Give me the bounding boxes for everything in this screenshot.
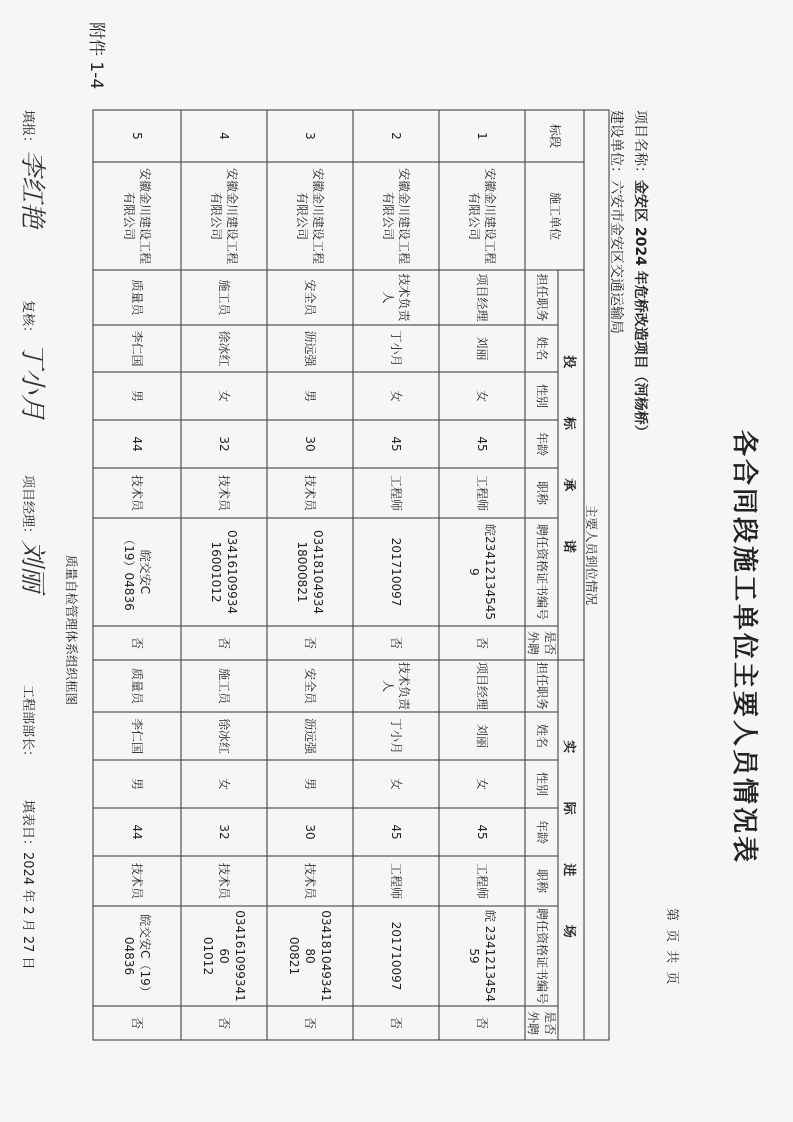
row-3-bid-name (267, 325, 353, 372)
header-bid-title: 职称 (534, 480, 549, 505)
row-3-no (267, 110, 353, 162)
row-4-bid-position (181, 270, 267, 325)
row-2-actual-position (353, 660, 439, 712)
row-4-bid-outsourced (181, 626, 267, 660)
row-3-bid-age (267, 420, 353, 468)
cell-text: 工程师 (389, 862, 404, 899)
header-bid-outsourced: 是否外聘 (526, 630, 557, 655)
cell-text: 项目经理 (475, 273, 490, 322)
cell-text: 44 (130, 824, 145, 840)
header-bid-gender: 性别 (534, 383, 549, 408)
row-1-actual-name (439, 712, 525, 760)
cell-text: 女 (217, 777, 232, 790)
row-4-actual-age (181, 808, 267, 856)
cell-text: 安全员 (303, 279, 318, 316)
row-5-bid-gender (93, 372, 181, 420)
row-3-bid-cert (267, 518, 353, 626)
cell-text: 否 (217, 636, 232, 649)
row-4-actual-outsourced (181, 1006, 267, 1040)
header-actual-cert: 聘任资格证书编号 (534, 908, 549, 1005)
cell-text: 安徽金川建设工程有限公司 (295, 167, 326, 264)
cell-text: 否 (389, 1016, 404, 1029)
cell-text: 安徽金川建设工程有限公司 (467, 167, 498, 264)
cell-text: 否 (475, 636, 490, 649)
cell-text: 工程师 (389, 474, 404, 511)
header-section: 标段 (547, 123, 562, 148)
row-2-bid-position (353, 270, 439, 325)
cell-text: 女 (217, 389, 232, 402)
row-2-bid-outsourced (353, 626, 439, 660)
cell-text: 否 (130, 1016, 145, 1029)
row-2-bid-gender (353, 372, 439, 420)
header-actual-gender: 性别 (534, 771, 549, 796)
cell-text: 皖交安C（19） 04836 (122, 914, 153, 998)
cell-text: 03416109934 16001012 (209, 530, 240, 614)
reviewer-signature: 丁小月 (17, 342, 47, 421)
filler-label: 填报： (20, 110, 35, 150)
cell-text: 男 (130, 777, 145, 790)
cell-text: 4 (217, 132, 232, 140)
row-1-actual-cert (439, 906, 525, 1006)
row-4-bid-gender (181, 372, 267, 420)
row-4-actual-gender (181, 760, 267, 808)
cell-text: 否 (389, 636, 404, 649)
row-5-actual-age (93, 808, 181, 856)
cell-text: 201710097 (389, 537, 404, 607)
row-5-bid-position (93, 270, 181, 325)
row-2-actual-name (353, 712, 439, 760)
cell-text: 201710097 (389, 921, 404, 991)
cell-text: 45 (389, 824, 404, 840)
cell-text: 李仁国 (130, 330, 145, 367)
cell-text: 技术员 (303, 474, 318, 511)
cell-text: 刘丽 (475, 723, 490, 748)
row-1-actual-gender (439, 760, 525, 808)
filler-signature: 李红艳 (17, 150, 47, 229)
reviewer-label: 复核： (20, 300, 35, 340)
header-actual-outsourced: 是否外聘 (526, 1010, 557, 1035)
cell-text: 皖交安C （19）04836 (122, 533, 153, 611)
row-4-bid-name (181, 325, 267, 372)
cell-text: 安徽金川建设工程有限公司 (122, 167, 153, 264)
cell-text: 30 (303, 436, 318, 452)
row-5-actual-gender (93, 760, 181, 808)
row-4-actual-title (181, 856, 267, 906)
cell-text: 45 (475, 436, 490, 452)
page-number-info: 第 页 共 页 (664, 908, 679, 987)
row-4-actual-position (181, 660, 267, 712)
row-3-bid-title (267, 468, 353, 518)
cell-text: 男 (303, 389, 318, 402)
header-bid-age: 年龄 (534, 431, 549, 456)
row-1-actual-title (439, 856, 525, 906)
cell-text: 李仁国 (130, 717, 145, 754)
cell-text: 女 (475, 777, 490, 790)
row-5-no (93, 110, 181, 162)
header-bid-name: 姓名 (534, 336, 549, 361)
section-title: 主要人员到位情况 (584, 505, 599, 606)
cell-text: 安全员 (303, 667, 318, 704)
row-3-contractor (267, 162, 353, 270)
row-1-bid-title (439, 468, 525, 518)
row-3-actual-gender (267, 760, 353, 808)
row-2-actual-title (353, 856, 439, 906)
cell-text: 技术负责人 (381, 662, 412, 711)
row-3-actual-name (267, 712, 353, 760)
row-2-bid-title (353, 468, 439, 518)
cell-text: 44 (130, 436, 145, 452)
cell-text: 女 (389, 777, 404, 790)
cell-text: 否 (130, 636, 145, 649)
cell-text: 否 (303, 636, 318, 649)
header-contractor: 施工单位 (547, 191, 562, 240)
project-label: 项目名称： (632, 110, 648, 180)
row-4-no (181, 110, 267, 162)
cell-text: 32 (217, 436, 232, 452)
cell-text: 5 (130, 132, 145, 140)
cell-text: 03418104934180 00821 (286, 910, 334, 1002)
header-actual-position: 担任职务 (534, 662, 549, 711)
cell-text: 沥远强 (303, 330, 318, 367)
fill-date: 填表日：2024 年 2 月 27 日 (20, 800, 35, 970)
row-1-bid-cert (439, 518, 525, 626)
cell-text: 丁小月 (389, 717, 404, 754)
row-1-bid-name (439, 325, 525, 372)
cell-text: 03418104934 18000821 (295, 530, 326, 614)
row-3-bid-outsourced (267, 626, 353, 660)
row-3-actual-outsourced (267, 1006, 353, 1040)
cell-text: 技术员 (130, 862, 145, 899)
cell-text: 丁小月 (389, 330, 404, 367)
row-1-bid-outsourced (439, 626, 525, 660)
cell-text: 男 (130, 389, 145, 402)
project-name: 金安区 2024 年危桥改造项目（河杨桥） (632, 180, 648, 439)
row-1-contractor (439, 162, 525, 270)
cell-text: 45 (475, 824, 490, 840)
header-bid-cert: 聘任资格证书编号 (534, 523, 549, 620)
cell-text: 质量员 (130, 667, 145, 704)
row-5-bid-outsourced (93, 626, 181, 660)
cell-text: 3 (303, 132, 318, 140)
cell-text: 皖23412134545 9 (467, 524, 498, 620)
header-actual-name: 姓名 (534, 723, 549, 748)
row-2-actual-age (353, 808, 439, 856)
pm-signature: 刘丽 (17, 540, 47, 593)
cell-text: 男 (303, 777, 318, 790)
row-2-actual-outsourced (353, 1006, 439, 1040)
row-5-bid-title (93, 468, 181, 518)
row-3-actual-title (267, 856, 353, 906)
row-1-bid-position (439, 270, 525, 325)
note-line: 质量自检管理体系组织框图 (64, 555, 79, 706)
row-2-bid-age (353, 420, 439, 468)
row-4-contractor (181, 162, 267, 270)
row-4-actual-cert (181, 906, 267, 1006)
row-5-actual-position (93, 660, 181, 712)
cell-text: 安徽金川建设工程有限公司 (381, 167, 412, 264)
row-1-actual-outsourced (439, 1006, 525, 1040)
cell-text: 工程师 (475, 862, 490, 899)
row-4-actual-name (181, 712, 267, 760)
cell-text: 技术员 (130, 474, 145, 511)
cell-text: 32 (217, 824, 232, 840)
row-5-bid-cert (93, 518, 181, 626)
row-5-bid-name (93, 325, 181, 372)
row-1-actual-age (439, 808, 525, 856)
cell-text: 03416109934160 01012 (200, 910, 248, 1002)
header-actual-age: 年龄 (534, 819, 549, 844)
header-bid-position: 担任职务 (534, 273, 549, 322)
row-2-no (353, 110, 439, 162)
cell-text: 徐冰红 (217, 717, 232, 754)
row-5-contractor (93, 162, 181, 270)
cell-text: 安徽金川建设工程有限公司 (209, 167, 240, 264)
row-2-actual-gender (353, 760, 439, 808)
cell-text: 沥远强 (303, 717, 318, 754)
row-2-contractor (353, 162, 439, 270)
cell-text: 技术负责人 (381, 273, 412, 322)
row-1-actual-position (439, 660, 525, 712)
row-5-actual-outsourced (93, 1006, 181, 1040)
pm-label: 项目经理： (20, 475, 35, 541)
department-head-label: 工程部部长： (20, 685, 35, 764)
cell-text: 皖 234121345459 (467, 909, 498, 1003)
row-1-no (439, 110, 525, 162)
cell-text: 30 (303, 824, 318, 840)
cell-text: 否 (475, 1016, 490, 1029)
row-2-actual-cert (353, 906, 439, 1006)
appendix-label: 附件 1-4 (86, 22, 106, 90)
row-3-actual-position (267, 660, 353, 712)
cell-text: 施工员 (217, 667, 232, 704)
row-3-bid-position (267, 270, 353, 325)
cell-text: 否 (217, 1016, 232, 1029)
row-4-bid-age (181, 420, 267, 468)
cell-text: 45 (389, 436, 404, 452)
page-title: 各合同段施工单位主要人员情况表 (729, 430, 759, 866)
row-1-bid-gender (439, 372, 525, 420)
row-5-actual-cert (93, 906, 181, 1006)
cell-text: 施工员 (217, 279, 232, 316)
cell-text: 刘丽 (475, 336, 490, 361)
cell-text: 工程师 (475, 474, 490, 511)
row-5-actual-title (93, 856, 181, 906)
row-3-actual-age (267, 808, 353, 856)
group-actual-header: 实 际 进 场 (561, 740, 577, 960)
row-2-bid-cert (353, 518, 439, 626)
row-3-actual-cert (267, 906, 353, 1006)
cell-text: 项目经理 (475, 662, 490, 711)
cell-text: 技术员 (217, 862, 232, 899)
cell-text: 徐冰红 (217, 330, 232, 367)
row-1-bid-age (439, 420, 525, 468)
group-bid-header: 投 标 承 诺 (561, 355, 577, 575)
cell-text: 质量员 (130, 279, 145, 316)
cell-text: 技术员 (217, 474, 232, 511)
row-5-actual-name (93, 712, 181, 760)
owner-label: 建设单位： (608, 110, 624, 180)
cell-text: 技术员 (303, 862, 318, 899)
cell-text: 1 (475, 132, 490, 140)
header-actual-title: 职称 (534, 868, 549, 893)
row-5-bid-age (93, 420, 181, 468)
cell-text: 否 (303, 1016, 318, 1029)
cell-text: 女 (389, 389, 404, 402)
row-3-bid-gender (267, 372, 353, 420)
cell-text: 2 (389, 132, 404, 140)
cell-text: 女 (475, 389, 490, 402)
row-4-bid-cert (181, 518, 267, 626)
row-4-bid-title (181, 468, 267, 518)
owner-name: 六安市金安区交通运输局 (608, 180, 624, 334)
row-2-bid-name (353, 325, 439, 372)
